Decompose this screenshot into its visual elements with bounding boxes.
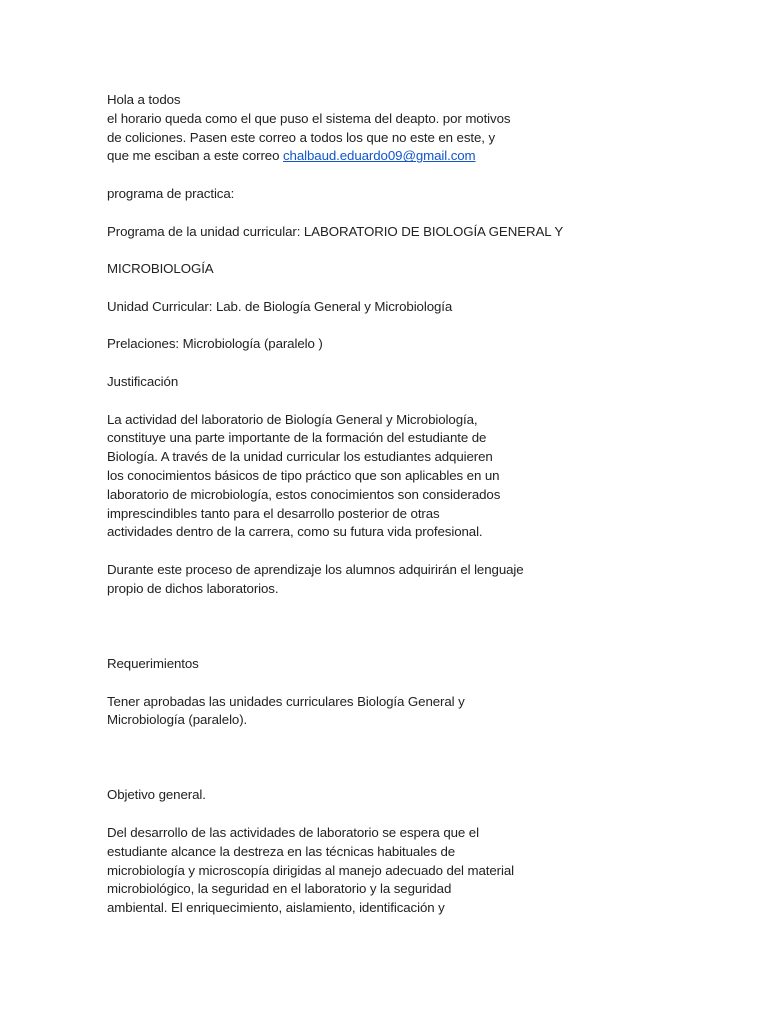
text-line: imprescindibles tanto para el desarrollo posterior de otras: [107, 505, 440, 521]
spacer: [107, 317, 707, 336]
text-line: actividades dentro de la carrera, como su futura vida profesional.: [107, 524, 483, 540]
text-line: los conocimientos básicos de tipo práctico que son aplicables en un: [107, 467, 500, 483]
requerimientos-heading: Requerimientos: [107, 655, 199, 671]
greeting-line: [107, 147, 707, 166]
spacer: [107, 241, 707, 260]
spacer: [107, 542, 707, 561]
objetivo-paragraph: [107, 824, 707, 918]
spacer: [107, 354, 707, 373]
spacer: [107, 599, 707, 655]
justificacion-heading: Justificación: [107, 373, 179, 389]
spacer: [107, 730, 707, 786]
objetivo-heading: Objetivo general.: [107, 787, 206, 803]
programa-title-line: Programa de la unidad curricular: LABORATORIO DE BIOLOGÍA GENERAL Y: [107, 223, 564, 239]
greeting-line: de coliciones. Pasen este correo a todos los que no este en este, y: [107, 129, 496, 145]
text-line: Durante este proceso de aprendizaje los alumnos adquirirán el lenguaje: [107, 561, 524, 577]
text-line: La actividad del laboratorio de Biología General y Microbiología,: [107, 411, 478, 427]
programa-title-line: MICROBIOLOGÍA: [107, 261, 214, 277]
programa-label: programa de practica:: [107, 185, 235, 201]
greeting-paragraph: [107, 91, 707, 166]
text-line: constituye una parte importante de la formación del estudiante de: [107, 430, 487, 446]
text-line: estudiante alcance la destreza en las técnicas habituales de: [107, 843, 456, 859]
document-page: [107, 91, 707, 918]
text-line: ambiental. El enriquecimiento, aislamiento, identificación y: [107, 900, 445, 916]
text-line: Del desarrollo de las actividades de laboratorio se espera que el: [107, 825, 479, 841]
greeting-line: Hola a todos: [107, 92, 181, 107]
unidad-curricular: Unidad Curricular: Lab. de Biología General y Microbiología: [107, 298, 453, 314]
text-line: Tener aprobadas las unidades curriculares Biología General y: [107, 693, 465, 709]
prelaciones: Prelaciones: Microbiología (paralelo ): [107, 336, 323, 352]
spacer: [107, 392, 707, 411]
spacer: [107, 674, 707, 693]
text-line: Biología. A través de la unidad curricular los estudiantes adquieren: [107, 449, 493, 465]
aprendizaje-paragraph: [107, 561, 707, 599]
email-link[interactable]: chalbaud.eduardo09@gmail.com: [282, 148, 476, 164]
spacer: [107, 204, 707, 223]
text-line: propio de dichos laboratorios.: [107, 580, 279, 596]
text-line: laboratorio de microbiología, estos conocimientos son considerados: [107, 486, 501, 502]
spacer: [107, 279, 707, 298]
greeting-line-text: que me esciban a este correo: [107, 148, 283, 164]
text-line: microbiológico, la seguridad en el laboratorio y la seguridad: [107, 881, 452, 897]
text-line: Microbiología (paralelo).: [107, 712, 248, 728]
greeting-line: el horario queda como el que puso el sistema del deapto. por motivos: [107, 110, 511, 126]
justificacion-paragraph: [107, 411, 707, 543]
requerimientos-paragraph: [107, 693, 707, 731]
spacer: [107, 166, 707, 185]
text-line: microbiología y microscopía dirigidas al manejo adecuado del material: [107, 862, 514, 878]
spacer: [107, 805, 707, 824]
